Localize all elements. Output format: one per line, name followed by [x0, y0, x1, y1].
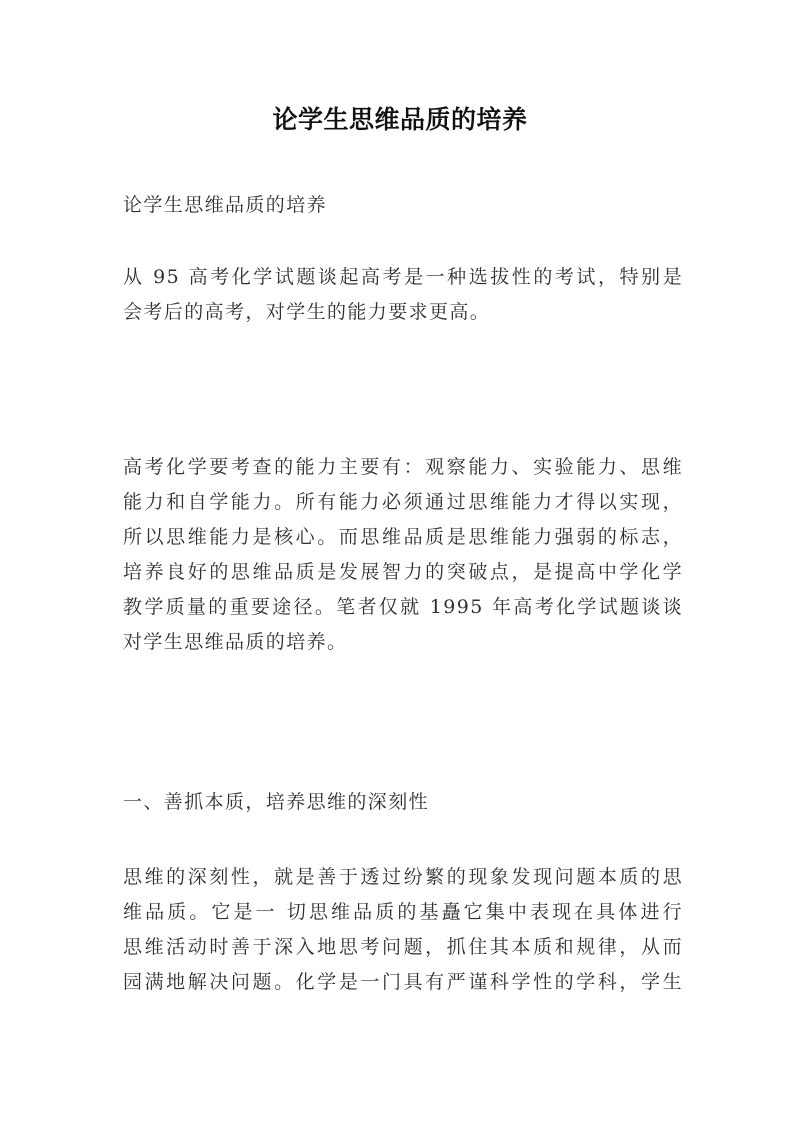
paragraph-line: 能力和自学能力。所有能力必须通过思维能力才得以实现， — [123, 491, 683, 513]
document-subtitle — [123, 188, 683, 223]
paragraph-line: 高考化学要考查的能力主要有：观察能力、实验能力、思维 — [123, 456, 683, 478]
paragraph-line: 园满地解决问题。化学是一门具有严谨科学性的学科，学生 — [123, 971, 683, 993]
paragraph-line: 会考后的高考，对学生的能力要求更高。 — [123, 301, 491, 323]
paragraph-depth — [123, 860, 683, 1000]
paragraph-line: 思维活动时善于深入地思考问题，抓住其本质和规律，从而 — [123, 936, 683, 958]
paragraph-line: 培养良好的思维品质是发展智力的突破点，是提高中学化学 — [123, 561, 683, 583]
paragraph-line: 思维的深刻性，就是善于透过纷繁的现象发现问题本质的思 — [123, 866, 683, 888]
paragraph-line: 所以思维能力是核心。而思维品质是思维能力强弱的标志， — [123, 526, 683, 548]
paragraph-line: 对学生思维品质的培养。 — [123, 631, 348, 653]
paragraph-intro — [123, 260, 683, 330]
paragraph-line: 从 95 高考化学试题谈起高考是一种选拔性的考试，特别是 — [123, 266, 683, 288]
document-title: 论学生思维品质的培养 — [272, 105, 528, 134]
subtitle-line: 论学生思维品质的培养 — [123, 194, 328, 216]
paragraph-line: 维品质。它是一 切思维品质的基矗它集中表现在具体进行 — [123, 901, 683, 923]
paragraph-line: 教学质量的重要途径。笔者仅就 1995 年高考化学试题谈谈 — [123, 596, 683, 618]
paragraph-abilities — [123, 450, 683, 660]
section-heading — [123, 785, 683, 820]
section-heading-text: 一、善抓本质，培养思维的深刻性 — [123, 791, 430, 813]
